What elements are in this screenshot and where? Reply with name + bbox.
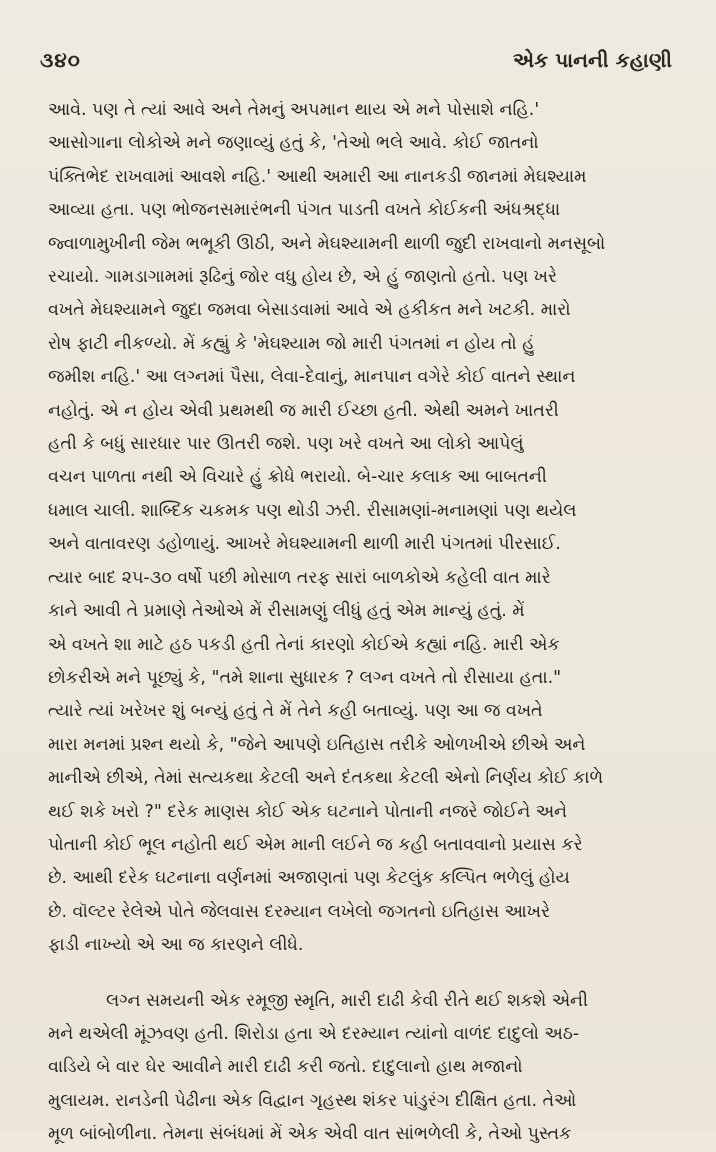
text-line: ત્યારે ત્યાં ખરેખર શું બન્યું હતું તે મેં તેને કહી બતાવ્યું. પણ આ જ વખતે (48, 701, 543, 722)
page-number: ૩૪૦ (40, 48, 81, 72)
text-line: પોતાની કોઈ ભૂલ નહોતી થઈ એમ માની લઈને જ કહી બતાવવાનો પ્રયાસ કરે (48, 834, 583, 855)
text-line: જ્વાળામુખીની જેમ ભભૂકી ઊઠી, અને મેઘશ્યામની થાળી જુદી રાખવાનો મનસૂબો (48, 233, 606, 254)
text-line: અને વાતાવરણ ડહોળાયું. આખરે મેઘશ્યામની થાળી મારી પંગતમાં પીરસાઈ. (48, 534, 561, 555)
text-line: નહોતું. એ ન હોય એવી પ્રથમથી જ મારી ઈચ્છા હતી. એથી અમને ખાતરી (48, 400, 559, 421)
text-line: વાડિયે બે વાર ઘેર આવીને મારી દાઢી કરી જતો. દાદુલાનો હાથ મજાનો (48, 1057, 523, 1078)
text-line: મારા મનમાં પ્રશ્ન થયો કે, "જેને આપણે ઇતિહાસ તરીકે ઓળખીએ છીએ અને (48, 734, 586, 755)
text-line: હતી કે બધું સારધાર પાર ઊતરી જશે. પણ ખરે વખતે આ લોકો આપેલું (48, 434, 524, 455)
text-line: આવ્યા હતા. પણ ભોજનસમારંભની પંગત પાડતી વખતે કોઈકની અંધશ્રદ્ધા (48, 200, 561, 221)
text-line: છોકરીએ મને પૂછ્યું કે, "તમે શાના સુધારક ? લગ્ન વખતે તો રીસાયા હતા." (48, 667, 562, 688)
paragraph-gap (48, 963, 680, 985)
text-line: છે. આથી દરેક ઘટનાના વર્ણનમાં અજાણતાં પણ કેટલુંક કલ્પિત ભળેલું હોય (48, 868, 570, 889)
text-line: વખતે મેઘશ્યામને જુદા જમવા બેસાડવામાં આવે એ હકીકત મને ખટકી. મારો (48, 300, 571, 321)
text-line: ફાડી નાખ્યો એ આ જ કારણને લીધે. (48, 935, 304, 956)
text-line: મુલાયમ. રાનડેની પેઢીના એક વિદ્વાન ગૃહસ્થ શંકર પાંડુરંગ દીક્ષિત હતા. તેઓ (48, 1090, 577, 1111)
paragraph (48, 94, 680, 963)
text-line: ધમાલ ચાલી. શાબ્દિક ચકમક પણ થોડી ઝરી. રીસામણાં-મનામણાં પણ થયેલ (48, 500, 577, 521)
text-line: આસોગાના લોકોએ મને જણાવ્યું હતું કે, 'તેઓ ભલે આવે. કોઈ જાતનો (48, 133, 539, 154)
text-line: થઈ શકે ખરો ?" દરેક માણસ કોઈ એક ઘટનાને પોતાની નજરે જોઈને અને (48, 801, 567, 822)
text-line: મૂળ બાંબોળીના. તેમના સંબંધમાં મેં એક એવી વાત સાંભળેલી કે, તેઓ પુસ્તક (48, 1124, 572, 1145)
body-text (48, 94, 680, 1152)
text-line: જમીશ નહિ.' આ લગ્નમાં પૈસા, લેવા-દેવાનું, માનપાન વગેરે કોઈ વાતને સ્થાન (48, 367, 576, 388)
page-header (40, 48, 672, 72)
text-line: વચન પાળતા નથી એ વિચારે હું ક્રોધે ભરાયો. બે-ચાર કલાક આ બાબતની (48, 467, 547, 488)
text-line: ત્યાર બાદ ૨૫-૩૦ વર્ષો પછી મોસાળ તરફ સારાં બાળકોએ કહેલી વાત મારે (48, 567, 551, 588)
text-line: માનીએ છીએ, તેમાં સત્યકથા કેટલી અને દંતકથા કેટલી એનો નિર્ણય કોઈ કાળે (48, 768, 604, 789)
text-line: રોષ ફાટી નીકળ્યો. મેં કહ્યું કે 'મેઘશ્યામ જો મારી પંગતમાં ન હોય તો હું (48, 333, 535, 354)
text-line: મને થએલી મૂંઝવણ હતી. શિરોડા હતા એ દરમ્યાન ત્યાંનો વાળંદ દાદુલો અઠ- (48, 1023, 580, 1044)
text-line: છે. વૉલ્ટર રેલેએ પોતે જેલવાસ દરમ્યાન લખેલો જગતનો ઇતિહાસ આખરે (48, 901, 550, 922)
paragraph (48, 985, 680, 1152)
text-line: લગ્ન સમયની એક રમૂજી સ્મૃતિ, મારી દાઢી કેવી રીતે થઈ શકશે એની (106, 990, 588, 1011)
text-line: આવે. પણ તે ત્યાં આવે અને તેમનું અપમાન થાય એ મને પોસાશે નહિ.' (48, 100, 540, 120)
text-line: એ વખતે શા માટે હઠ પકડી હતી તેનાં કારણો કોઈએ કહ્યાં નહિ. મારી એક (48, 634, 560, 655)
text-line: રચાયો. ગામડાગામમાં રૂઢિનું જોર વધુ હોય છે, એ હું જાણતો હતો. પણ ખરે (48, 267, 557, 288)
running-title: એક પાનની કહાણી (513, 48, 672, 72)
text-line: પંક્તિભેદ રાખવામાં આવશે નહિ.' આથી અમારી આ નાનકડી જાનમાં મેઘશ્યામ (48, 166, 587, 187)
text-line: કાને આવી તે પ્રમાણે તેઓએ મેં રીસામણું લીધું હતું એમ માન્યું હતું. મેં (48, 601, 525, 622)
